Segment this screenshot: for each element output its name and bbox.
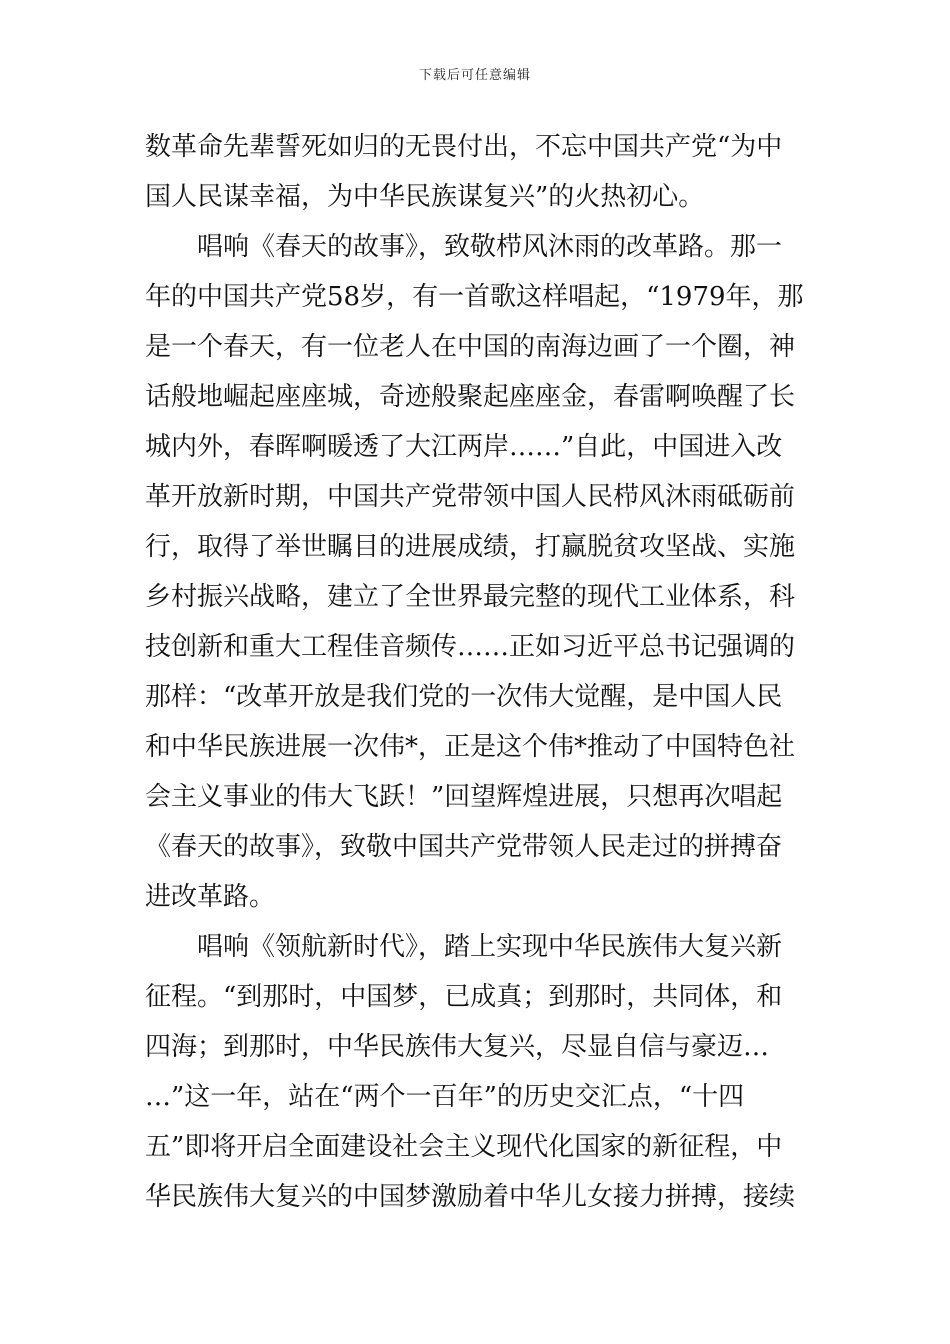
text-line: 进改革路。 <box>145 882 276 912</box>
text-line: 技创新和重大工程佳音频传……正如习近平总书记强调的 <box>145 632 796 662</box>
text-line: 会主义事业的伟大飞跃！”回望辉煌进展，只想再次唱起 <box>145 782 783 812</box>
text-line: 那样：“改革开放是我们党的一次伟大觉醒，是中国人民 <box>145 682 783 712</box>
text-line: 革开放新时期，中国共产党带领中国人民栉风沐雨砥砺前 <box>145 482 796 512</box>
text-line: 是一个春天，有一位老人在中国的南海边画了一个圈，神 <box>145 332 796 362</box>
text-line: 数革命先辈誓死如归的无畏付出，不忘中国共产党“为中 <box>145 132 783 162</box>
text-line: 行，取得了举世瞩目的进展成绩，打赢脱贫攻坚战、实施 <box>145 532 796 562</box>
text-line: 《春天的故事》，致敬中国共产党带领人民走过的拼搏奋 <box>145 832 783 862</box>
text-line: 话般地崛起座座城，奇迹般聚起座座金，春雷啊唤醒了长 <box>145 382 796 412</box>
text-line: 城内外，春晖啊暖透了大江两岸……”自此，中国进入改 <box>145 432 783 462</box>
page-header-note: 下载后可任意编辑 <box>418 68 531 83</box>
text-line: …”这一年，站在“两个一百年”的历史交汇点，“十四 <box>145 1082 745 1112</box>
text-line: 乡村振兴战略，建立了全世界最完整的现代工业体系，科 <box>145 582 796 612</box>
text-line: 年的中国共产党58岁，有一首歌这样唱起，“1979年，那 <box>145 282 804 312</box>
text-line: 和中华民族进展一次伟*，正是这个伟*推动了中国特色社 <box>145 732 796 762</box>
text-line: 唱响《春天的故事》，致敬栉风沐雨的改革路。那一 <box>197 232 783 262</box>
text-line: 四海；到那时，中华民族伟大复兴，尽显自信与豪迈… <box>145 1032 770 1062</box>
text-line: 国人民谋幸福，为中华民族谋复兴”的火热初心。 <box>145 182 705 212</box>
text-line: 华民族伟大复兴的中国梦激励着中华儿女接力拼搏，接续 <box>145 1182 796 1212</box>
text-line: 唱响《领航新时代》，踏上实现中华民族伟大复兴新 <box>197 932 783 962</box>
text-line: 征程。“到那时，中国梦，已成真；到那时，共同体，和 <box>145 982 783 1012</box>
document-body <box>145 122 815 1222</box>
text-line: 五”即将开启全面建设社会主义现代化国家的新征程，中 <box>145 1132 783 1162</box>
